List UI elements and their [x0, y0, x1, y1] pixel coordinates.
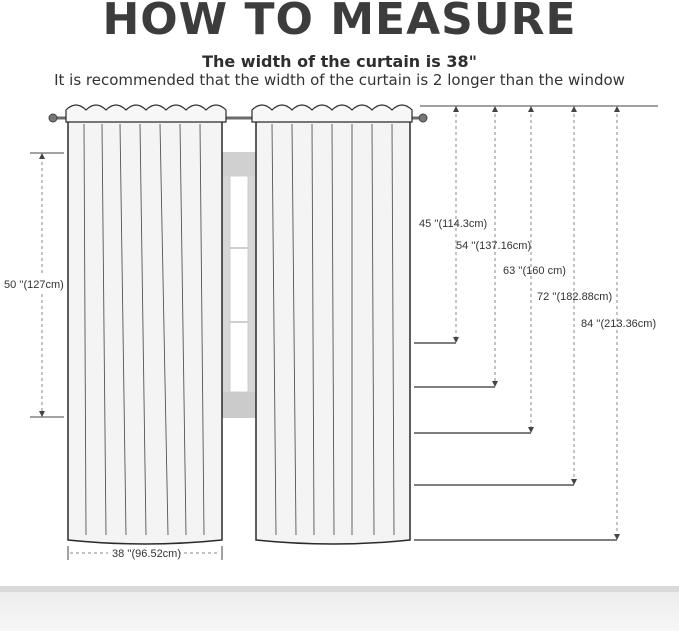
length-label-72: 72 ''(182.88cm) [537, 291, 613, 303]
curtain-width-dimension [68, 546, 222, 560]
length-dimension-63 [414, 106, 566, 433]
window-height-dimension [2, 153, 66, 417]
bottom-band [0, 592, 679, 631]
length-dimensions [414, 106, 656, 540]
length-label-63: 63 ''(160 cm) [503, 265, 566, 277]
recommendation-text: It is recommended that the width of the curtain is 2 longer than the window [54, 71, 625, 89]
length-dimension-45 [414, 106, 487, 343]
length-dimension-72 [414, 106, 612, 485]
length-label-84: 84 ''(213.36cm) [581, 318, 657, 330]
length-dimension-54 [414, 106, 531, 387]
length-label-45: 45 ''(114.3cm) [419, 218, 488, 230]
length-dimension-84 [414, 106, 656, 540]
page-title: HOW TO MEASURE [102, 0, 577, 45]
length-label-54: 54 ''(137.16cm) [456, 240, 532, 252]
window-frame [222, 152, 256, 418]
curtain-width-label: 38 ''(96.52cm) [112, 548, 182, 560]
curtain-width-subtitle: The width of the curtain is 38" [202, 52, 477, 71]
left-curtain-panel [66, 105, 226, 544]
right-curtain-panel [252, 105, 412, 544]
window-height-label: 50 ''(127cm) [4, 279, 64, 291]
